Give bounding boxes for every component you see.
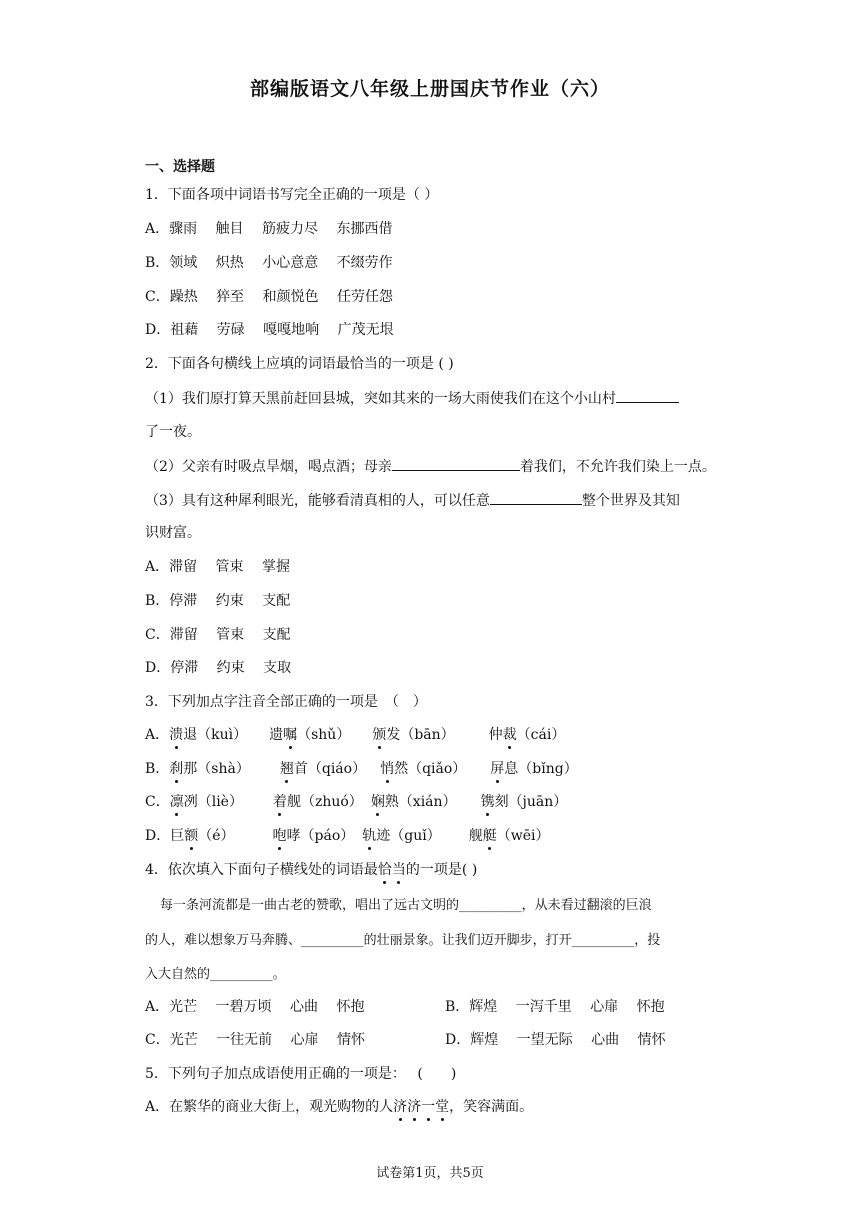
option-letter: C．: [145, 794, 170, 810]
pinyin-text: 刻（juān）: [494, 794, 568, 810]
page-footer: 试卷第1页，共5页: [376, 1166, 484, 1181]
dotted-char: 济: [407, 1099, 422, 1115]
dotted-char: 翘: [279, 761, 294, 777]
question-4-passage-line-1: 每一条河流都是一曲古老的赞歌，唱出了远古文明的________，从未看过翻滚的巨浪: [160, 898, 652, 913]
question-4-option-d: D．辉煌 一望无际 心曲 情怀: [445, 1032, 666, 1048]
pinyin-text: （cái）: [516, 727, 566, 743]
question-1-option-a: A．骤雨 触目 筋疲力尽 东挪西借: [145, 221, 393, 237]
option-letter: D．: [145, 828, 171, 844]
question-1-stem: 1．下面各项中词语书写完全正确的一项是（ ）: [145, 187, 439, 203]
sentence-2-text-b: 着我们，不允许我们染上一点。: [519, 459, 716, 475]
dotted-char: 凛: [169, 794, 184, 810]
question-4-option-b: B．辉煌 一泻千里 心扉 怀抱: [445, 999, 665, 1015]
plain-char: 遗: [269, 727, 284, 743]
question-3-option-d: [145, 826, 550, 846]
dotted-char: 颁: [372, 727, 387, 743]
pinyin-text: 发（bān）: [386, 727, 455, 743]
question-5-option-a: [145, 1097, 533, 1117]
question-2-stem: 2．下面各句横线上应填的词语最恰当的一项是 ( ): [145, 356, 454, 372]
sentence-1-text: （1）我们原打算天黑前赶回县城，突如其来的一场大雨使我们在这个小山村: [145, 391, 616, 407]
pinyin-text: 那（shà）: [183, 761, 250, 777]
plain-char: 仲: [488, 727, 503, 743]
dotted-char: 镌: [480, 794, 495, 810]
question-1-option-c: C．躁热 猝至 和颜悦色 任劳任怨: [145, 289, 394, 305]
dotted-char: 溃: [169, 727, 184, 743]
plain-char: 巨: [170, 828, 185, 844]
dotted-char: 着: [272, 794, 287, 810]
dotted-char: 艇: [482, 828, 497, 844]
fill-blank: [616, 388, 679, 403]
question-2-sentence-1-cont: 了一夜。: [145, 424, 201, 440]
sentence-3-text-b: 整个世界及其知: [581, 493, 680, 509]
pinyin-text: （é）: [198, 828, 235, 844]
sentence-2-text-a: （2）父亲有时吸点旱烟，喝点酒；母亲: [145, 459, 392, 475]
stem-text: 的一项是( ): [405, 862, 478, 878]
question-3-stem: 3．下列加点字注音全部正确的一项是 （ ）: [145, 694, 427, 710]
question-2-option-d: D．停滞 约束 支取: [145, 660, 292, 676]
pinyin-text: 然（qiǎo）: [394, 761, 467, 777]
option-letter: B．: [145, 761, 170, 777]
fill-blank: [392, 456, 520, 471]
dotted-char: 额: [184, 828, 199, 844]
question-4-option-a: A．光芒 一碧万顷 心曲 怀抱: [145, 999, 365, 1015]
question-1-option-b: B．领域 炽热 小心意意 不缀劳作: [145, 255, 393, 271]
pinyin-text: 息（bǐng）: [504, 761, 578, 777]
fill-blank: [490, 490, 582, 505]
question-4-passage-line-3: 入大自然的________。: [145, 967, 286, 982]
page-title: 部编版语文八年级上册国庆节作业（六）: [249, 78, 610, 100]
option-text: A．在繁华的商业大街上，观光购物的人: [145, 1099, 394, 1115]
option-letter: A．: [145, 727, 170, 743]
pinyin-text: 冽（liè）: [183, 794, 243, 810]
dotted-char: 当: [391, 862, 406, 878]
plain-char: 舰: [468, 828, 483, 844]
dotted-char: 刹: [169, 761, 184, 777]
dotted-char: 轨: [362, 828, 377, 844]
dotted-char: 恰: [377, 862, 392, 878]
sentence-3-text-a: （3）具有这种犀利眼光，能够看清真相的人，可以任意: [145, 493, 490, 509]
dotted-char: 堂: [435, 1099, 450, 1115]
dotted-char: 裁: [502, 727, 517, 743]
question-2-sentence-3: [145, 490, 680, 511]
pinyin-text: 哮（páo）: [286, 828, 355, 844]
question-2-sentence-3-cont: 识财富。: [145, 525, 201, 541]
pinyin-text: 舰（zhuó）: [286, 794, 363, 810]
question-4-stem: [145, 860, 477, 880]
pinyin-text: 退（kuì）: [183, 727, 248, 743]
question-4-option-c: C．光芒 一往无前 心扉 情怀: [145, 1032, 366, 1048]
dotted-char: 屏: [490, 761, 505, 777]
question-5-stem: 5．下列句子加点成语使用正确的一项是： ( ): [145, 1066, 457, 1082]
question-2-option-b: B．停滞 约束 支配: [145, 593, 291, 609]
question-3-option-c: [145, 792, 567, 812]
option-text: ，笑容满面。: [449, 1099, 534, 1115]
question-3-option-b: [145, 759, 578, 779]
stem-text: 4．依次填入下面句子横线处的词语最: [145, 862, 378, 878]
dotted-char: 咆: [272, 828, 287, 844]
pinyin-text: （wēi）: [496, 828, 550, 844]
pinyin-text: 熟（xián）: [384, 794, 457, 810]
question-2-option-c: C．滞留 管束 支配: [145, 627, 291, 643]
dotted-char: 一: [421, 1099, 436, 1115]
pinyin-text: 首（qiáo）: [293, 761, 367, 777]
question-3-option-a: [145, 725, 565, 745]
dotted-char: 济: [393, 1099, 408, 1115]
question-2-sentence-2: [145, 456, 716, 477]
dotted-char: 娴: [370, 794, 385, 810]
pinyin-text: （shǔ）: [297, 727, 351, 743]
question-4-passage-line-2: 的人，难以想象万马奔腾、________的壮丽景象。让我们迈开脚步，打开________，投: [145, 933, 661, 948]
section-heading: 一、选择题: [145, 159, 215, 175]
question-2-option-a: A．滞留 管束 掌握: [145, 559, 291, 575]
question-2-sentence-1: [145, 388, 679, 409]
dotted-char: 悄: [380, 761, 395, 777]
question-1-option-d: D．祖藉 劳碌 嘎嘎地响 广茂无垠: [145, 322, 394, 338]
pinyin-text: 迹（guǐ）: [376, 828, 441, 844]
dotted-char: 嘱: [283, 727, 298, 743]
